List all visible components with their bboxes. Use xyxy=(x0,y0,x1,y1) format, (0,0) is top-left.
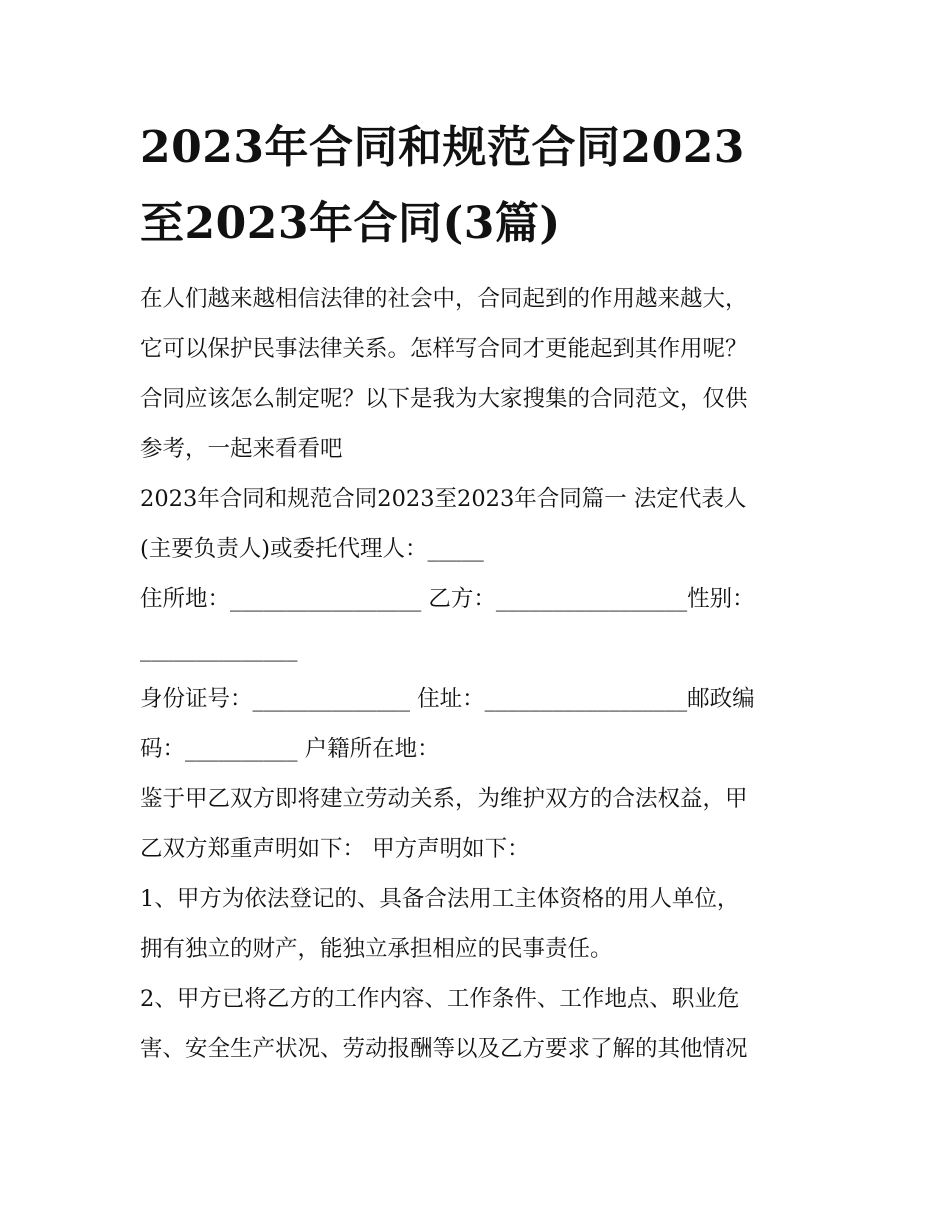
declaration-paragraph xyxy=(140,774,820,874)
text-line: 它可以保护民事法律关系。怎样写合同才更能起到其作用呢？ xyxy=(140,336,748,362)
text-line: 住所地：_________________ 乙方：_________________性别： xyxy=(140,586,755,612)
text-line: 乙双方郑重声明如下： 甲方声明如下： xyxy=(140,836,530,862)
clause-1-paragraph xyxy=(140,874,820,974)
intro-paragraph xyxy=(140,274,820,474)
document-page xyxy=(140,110,820,1074)
title-line: 至2023年合同(3篇) xyxy=(140,198,561,249)
text-line: 1、甲方为依法登记的、具备合法用工主体资格的用人单位， xyxy=(140,886,740,912)
text-line: 参考，一起来看看吧 xyxy=(140,436,343,462)
clause-2-paragraph xyxy=(140,974,820,1074)
text-line: 拥有独立的财产，能独立承担相应的民事责任。 xyxy=(140,936,613,962)
text-line: 鉴于甲乙双方即将建立劳动关系，为维护双方的合法权益，甲 xyxy=(140,786,748,812)
text-line: 码：__________ 户籍所在地： xyxy=(140,736,440,762)
section-heading-paragraph xyxy=(140,474,820,574)
text-line: 在人们越来越相信法律的社会中，合同起到的作用越来越大， xyxy=(140,286,748,312)
text-line: 2023年合同和规范合同2023至2023年合同篇一 法定代表人 xyxy=(140,486,747,512)
text-line: 身份证号：______________ 住址：__________________邮政编 xyxy=(140,686,755,712)
address-paragraph xyxy=(140,574,820,674)
title-line: 2023年合同和规范合同2023 xyxy=(140,122,745,173)
text-line: 合同应该怎么制定呢？以下是我为大家搜集的合同范文，仅供 xyxy=(140,386,748,412)
document-title xyxy=(140,110,820,262)
text-line: 2、甲方已将乙方的工作内容、工作条件、工作地点、职业危 xyxy=(140,986,740,1012)
text-line: (主要负责人)或委托代理人：_____ xyxy=(140,536,484,562)
id-paragraph xyxy=(140,674,820,774)
text-line: 害、安全生产状况、劳动报酬等以及乙方要求了解的其他情况 xyxy=(140,1036,748,1062)
text-line: ______________ xyxy=(140,636,298,662)
